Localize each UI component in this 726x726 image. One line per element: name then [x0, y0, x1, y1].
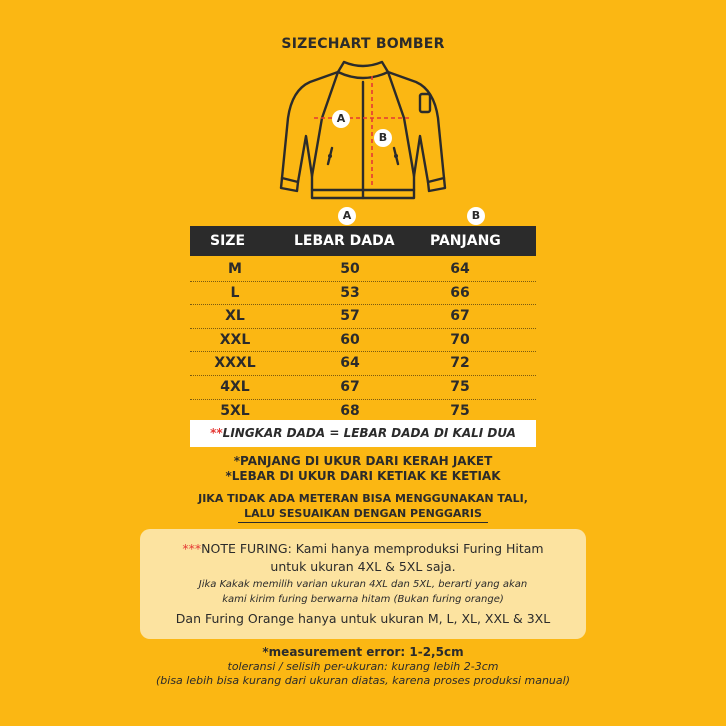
cell-panjang: 64: [450, 261, 470, 277]
cell-size: XXL: [219, 331, 251, 348]
cell-size: 5XL: [220, 402, 250, 419]
page-title: SIZECHART BOMBER: [281, 36, 445, 52]
header-size: SIZE: [210, 233, 246, 249]
cell-lebar: 50: [340, 261, 360, 277]
furing-line-3: Jika Kakak memilih varian ukuran 4XL dan 5XL, berarti yang akan: [198, 579, 528, 590]
measurement-tolerance: toleransi / selisih per-ukuran: kurang lebih 2-3cm: [227, 660, 499, 673]
furing-note-box: [140, 529, 586, 639]
cell-lebar: 60: [340, 331, 360, 348]
lingkar-dada-note: [190, 420, 536, 447]
table-row: [190, 329, 536, 353]
cell-panjang: 75: [450, 402, 470, 419]
cell-panjang: 72: [450, 355, 470, 372]
measurement-error: *measurement error: 1-2,5cm: [262, 645, 464, 659]
furing-prefix: ***: [182, 541, 202, 556]
note-panjang: *PANJANG DI UKUR DARI KERAH JAKET: [233, 454, 493, 468]
cell-lebar: 67: [340, 378, 360, 395]
furing-line-1-text: NOTE FURING: Kami hanya memproduksi Furing Hitam: [201, 541, 544, 556]
divider: [238, 522, 488, 523]
cell-lebar: 57: [340, 308, 360, 325]
table-row: [190, 305, 536, 329]
cell-lebar: 68: [340, 402, 360, 419]
measure-a-marker: A: [332, 110, 350, 128]
cell-lebar: 53: [340, 284, 360, 301]
cell-panjang: 70: [450, 331, 470, 348]
cell-size: XL: [225, 308, 245, 325]
column-a-badge: A: [338, 207, 356, 225]
size-table-body: [190, 258, 536, 423]
cell-panjang: 75: [450, 378, 470, 395]
measure-b-marker: B: [374, 129, 392, 147]
header-lebar-dada: LEBAR DADA: [294, 233, 395, 249]
measurement-disclaimer: (bisa lebih bisa kurang dari ukuran diatas, karena proses produksi manual): [156, 674, 570, 687]
note-lebar: *LEBAR DI UKUR DARI KETIAK KE KETIAK: [225, 469, 501, 483]
cell-panjang: 67: [450, 308, 470, 325]
table-row: [190, 376, 536, 400]
table-row: [190, 258, 536, 282]
furing-line-1: [140, 541, 586, 556]
cell-size: XXXL: [214, 355, 256, 372]
furing-line-5: Dan Furing Orange hanya untuk ukuran M, L, XL, XXL & 3XL: [175, 611, 551, 626]
cell-panjang: 66: [450, 284, 470, 301]
note-tali-2: LALU SESUAIKAN DENGAN PENGGARIS: [244, 507, 482, 520]
cell-size: M: [228, 261, 242, 277]
lingkar-text: LINGKAR DADA = LEBAR DADA DI KALI DUA: [222, 426, 516, 440]
lingkar-prefix: **: [210, 426, 223, 440]
column-b-badge: B: [467, 207, 485, 225]
header-panjang: PANJANG: [430, 233, 501, 249]
bomber-jacket-diagram: [272, 58, 454, 204]
furing-line-2: untuk ukuran 4XL & 5XL saja.: [270, 559, 456, 574]
size-table-header: [190, 226, 536, 256]
table-row: [190, 352, 536, 376]
cell-size: 4XL: [220, 378, 250, 395]
furing-line-4: kami kirim furing berwarna hitam (Bukan furing orange): [222, 594, 504, 605]
table-row: [190, 282, 536, 306]
cell-size: L: [230, 284, 240, 301]
note-tali-1: JIKA TIDAK ADA METERAN BISA MENGGUNAKAN TALI,: [198, 492, 528, 505]
cell-lebar: 64: [340, 355, 360, 372]
